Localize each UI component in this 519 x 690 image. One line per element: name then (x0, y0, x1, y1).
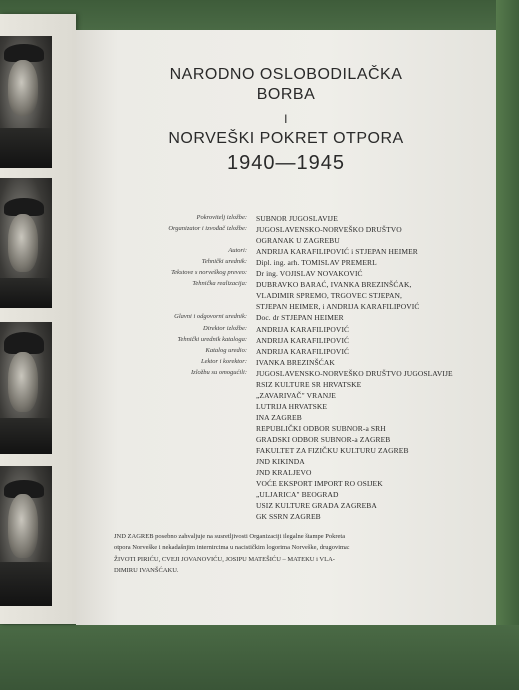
credit-row (76, 347, 496, 358)
title-line-2: BORBA (256, 86, 316, 103)
credit-value: „ZAVARIVAČ" VRANJE (256, 390, 336, 400)
credit-row (76, 457, 496, 468)
credit-label: Katalog uredio: (205, 346, 247, 354)
credit-value: RSIZ KULTURE SR HRVATSKE (256, 379, 362, 389)
credit-value: ANDRIJA KARAFILIPOVIĆ (256, 335, 350, 345)
credit-value: JND KIKINDA (256, 457, 305, 467)
title-line-4: NORVEŠKI POKRET OTPORA (168, 130, 404, 147)
credit-label: Tehnička realizacija: (192, 280, 247, 288)
credit-row (76, 424, 496, 435)
credit-value: USIZ KULTURE GRADA ZAGREBA (256, 501, 377, 511)
acknowledgement-line: ŽIVOTI PIRIĆU, CVEJI JOVANOVIĆU, JOSIPU MATEŠIĆU – MATEKU i VLA- (114, 555, 335, 563)
credit-value: JUGOSLAVENSKO-NORVEŠKO DRUŠTVO (256, 225, 402, 235)
credit-label: Tehnički urednik: (201, 258, 247, 266)
credit-row (76, 291, 496, 302)
acknowledgement-line: otpora Norveške i nekadašnjim internircima u nacističkim logorima Norveške, drugovima: (114, 544, 350, 552)
credit-row (76, 501, 496, 512)
credit-row (76, 468, 496, 479)
credit-row (76, 369, 496, 380)
credit-row (76, 225, 496, 236)
credit-row (76, 435, 496, 446)
portrait-photo-1 (0, 36, 52, 168)
credit-value: Doc. dr STJEPAN HEIMER (256, 313, 344, 323)
credit-value: FAKULTET ZA FIZIČKU KULTURU ZAGREB (256, 446, 409, 456)
credit-value: REPUBLIČKI ODBOR SUBNOR-a SRH (256, 423, 386, 433)
credit-value: ANDRIJA KARAFILIPOVIĆ i STJEPAN HEIMER (256, 247, 418, 257)
credit-value: Dipl. ing. arh. TOMISLAV PREMERL (256, 258, 377, 268)
left-page-photographs (0, 14, 76, 624)
credit-label: Organizator i izvođač izložbe: (168, 225, 247, 233)
credit-label: Autori: (228, 247, 247, 255)
credit-row (76, 391, 496, 402)
credit-label: Glavni i odgovorni urednik: (174, 313, 247, 321)
credit-value: GK SSRN ZAGREB (256, 512, 321, 522)
credit-row (76, 236, 496, 247)
credit-value: VOĆE EKSPORT IMPORT RO OSIJEK (256, 479, 383, 489)
credit-value: JUGOSLAVENSKO-NORVEŠKO DRUŠTVO JUGOSLAVIJE (256, 368, 453, 378)
credit-value: ANDRIJA KARAFILIPOVIĆ (256, 324, 350, 334)
table-background-top (0, 0, 519, 30)
credit-value: DUBRAVKO BARAĆ, IVANKA BREZINŠĆAK, (256, 280, 412, 290)
credit-row (76, 258, 496, 269)
portrait-photo-4 (0, 466, 52, 606)
catalog-page (76, 30, 496, 625)
credit-value: INA ZAGREB (256, 412, 302, 422)
credit-label: Izložbu su omogućili: (191, 368, 247, 376)
credit-row (76, 336, 496, 347)
title-years: 1940—1945 (227, 152, 345, 174)
credit-row (76, 446, 496, 457)
credit-value: ANDRIJA KARAFILIPOVIĆ (256, 346, 350, 356)
credit-value: Dr ing. VOJISLAV NOVAKOVIĆ (256, 269, 363, 279)
portrait-photo-2 (0, 178, 52, 308)
credit-value: LUTRIJA HRVATSKE (256, 401, 328, 411)
credit-row (76, 302, 496, 313)
credit-row (76, 490, 496, 501)
credit-value: IVANKA BREZINŠĆAK (256, 357, 335, 367)
credit-value: VLADIMIR SPREMO, TRGOVEC STJEPAN, (256, 291, 403, 301)
portrait-photo-3 (0, 322, 52, 454)
credit-row (76, 512, 496, 523)
credit-row (76, 247, 496, 258)
credit-row (76, 325, 496, 336)
title-conjunction: I (284, 112, 288, 126)
credit-value: „ULJARICA" BEOGRAD (256, 490, 339, 500)
credit-row (76, 402, 496, 413)
title-line-1: NARODNO OSLOBODILAČKA (169, 66, 403, 83)
credit-row (76, 380, 496, 391)
credit-row (76, 269, 496, 280)
credit-value: GRADSKI ODBOR SUBNOR-a ZAGREB (256, 435, 391, 444)
credit-row (76, 313, 496, 324)
credit-row (76, 214, 496, 225)
credit-row (76, 280, 496, 291)
table-background-bottom (0, 625, 519, 690)
credit-label: Tekstove s norveškog preveo: (171, 269, 247, 277)
acknowledgement-line: DIMIRU IVANŠĆAKU. (114, 567, 179, 575)
credit-value: OGRANAK U ZAGREBU (256, 236, 340, 246)
credit-label: Direktor izložbe: (203, 324, 247, 332)
credit-label: Tehnički urednik kataloga: (177, 335, 247, 343)
acknowledgement-paragraph (114, 531, 414, 577)
credit-label: Lektor i korektor: (201, 357, 247, 365)
table-background-right (496, 0, 519, 690)
acknowledgement-line: JND ZAGREB posebno zahvaljuje na susretljivosti Organizaciji ilegalne štampe Pokreta (114, 533, 346, 540)
credit-label: Pokrovitelj izložbe: (196, 214, 247, 221)
credit-value: SUBNOR JUGOSLAVIJE (256, 214, 338, 223)
credit-value: JND KRALJEVO (256, 468, 312, 478)
credit-row (76, 479, 496, 490)
credit-row (76, 413, 496, 424)
credit-value: STJEPAN HEIMER, i ANDRIJA KARAFILIPOVIĆ (256, 302, 420, 312)
credit-row (76, 358, 496, 369)
